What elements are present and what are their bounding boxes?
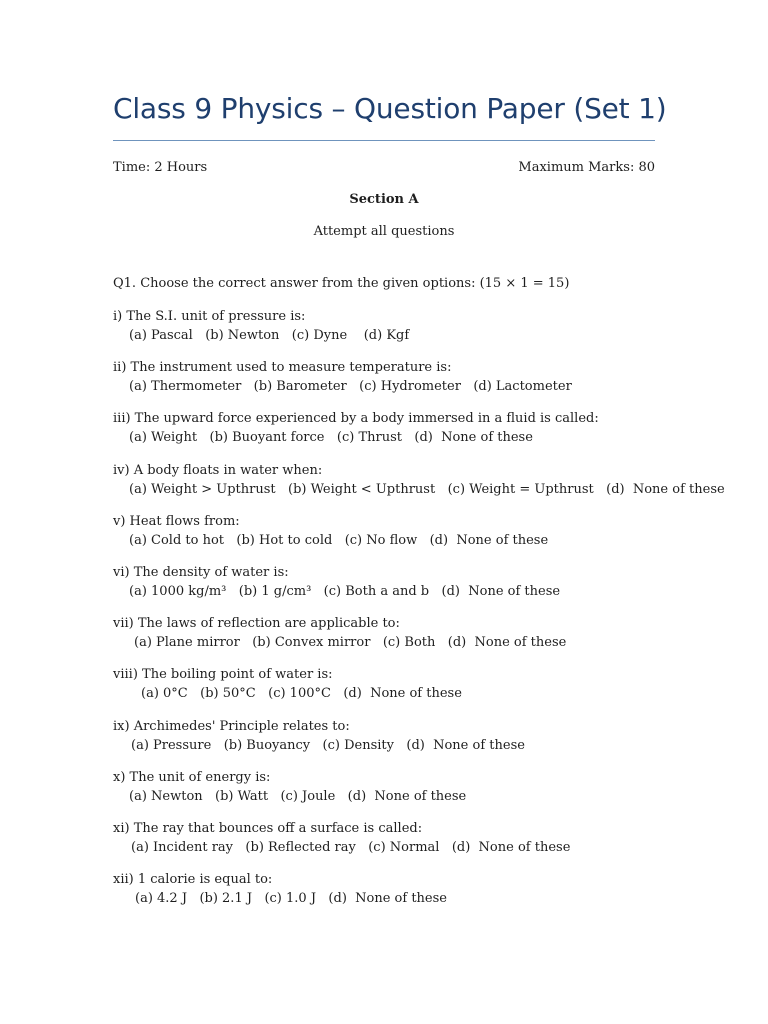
- question-item: [113, 307, 673, 345]
- question-item: [113, 717, 673, 755]
- question-stem: vii) The laws of reflection are applicable to:: [113, 616, 400, 631]
- question-item: [113, 358, 673, 396]
- question-stem: iv) A body floats in water when:: [113, 463, 323, 478]
- question-stem: vi) The density of water is:: [113, 565, 289, 580]
- question-item: [113, 665, 673, 703]
- question-stem: iii) The upward force experienced by a body immersed in a fluid is called:: [113, 411, 599, 426]
- question-item: [113, 563, 673, 601]
- question-options: (a) Plane mirror (b) Convex mirror (c) Both (d) None of these: [134, 635, 567, 650]
- question-options: (a) Thermometer (b) Barometer (c) Hydrometer (d) Lactometer: [129, 379, 572, 394]
- question-item: [113, 512, 673, 550]
- time-label: Time: 2 Hours: [113, 160, 208, 175]
- question-options: (a) Cold to hot (b) Hot to cold (c) No flow (d) None of these: [129, 533, 549, 548]
- question-options: (a) Incident ray (b) Reflected ray (c) Normal (d) None of these: [131, 840, 571, 855]
- question-stem: viii) The boiling point of water is:: [113, 667, 333, 682]
- question-stem: xi) The ray that bounces off a surface is called:: [113, 821, 423, 836]
- question-options: (a) 4.2 J (b) 2.1 J (c) 1.0 J (d) None of these: [135, 891, 447, 906]
- question-stem: v) Heat flows from:: [113, 514, 240, 529]
- question-item: [113, 870, 673, 908]
- question-item: [113, 614, 673, 652]
- question-stem: ii) The instrument used to measure temperature is:: [113, 360, 452, 375]
- question-options: (a) Pascal (b) Newton (c) Dyne (d) Kgf: [129, 328, 410, 343]
- question-item: [113, 409, 673, 447]
- page-title: Class 9 Physics – Question Paper (Set 1): [113, 92, 667, 125]
- question-stem: x) The unit of energy is:: [113, 770, 271, 785]
- question-heading: Q1. Choose the correct answer from the given options: (15 × 1 = 15): [113, 276, 570, 291]
- section-title: Section A: [349, 192, 419, 207]
- question-options: (a) Newton (b) Watt (c) Joule (d) None of these: [129, 789, 467, 804]
- question-item: [113, 768, 673, 806]
- question-item: [113, 461, 725, 499]
- question-item: [113, 819, 673, 857]
- question-stem: xii) 1 calorie is equal to:: [113, 872, 273, 887]
- section-instruction: Attempt all questions: [313, 224, 455, 239]
- question-options: (a) Weight (b) Buoyant force (c) Thrust (d) None of these: [129, 430, 533, 445]
- question-options: (a) Pressure (b) Buoyancy (c) Density (d) None of these: [131, 738, 525, 753]
- question-stem: i) The S.I. unit of pressure is:: [113, 309, 306, 324]
- paper-meta: [113, 160, 655, 175]
- question-options: (a) 0°C (b) 50°C (c) 100°C (d) None of these: [141, 686, 462, 701]
- question-options: (a) 1000 kg/m³ (b) 1 g/cm³ (c) Both a and b (d) None of these: [129, 584, 561, 599]
- question-options: (a) Weight > Upthrust (b) Weight < Upthrust (c) Weight = Upthrust (d) None of these: [129, 482, 725, 497]
- max-marks-label: Maximum Marks: 80: [518, 160, 655, 175]
- question-stem: ix) Archimedes' Principle relates to:: [113, 719, 350, 734]
- title-divider: [113, 140, 655, 141]
